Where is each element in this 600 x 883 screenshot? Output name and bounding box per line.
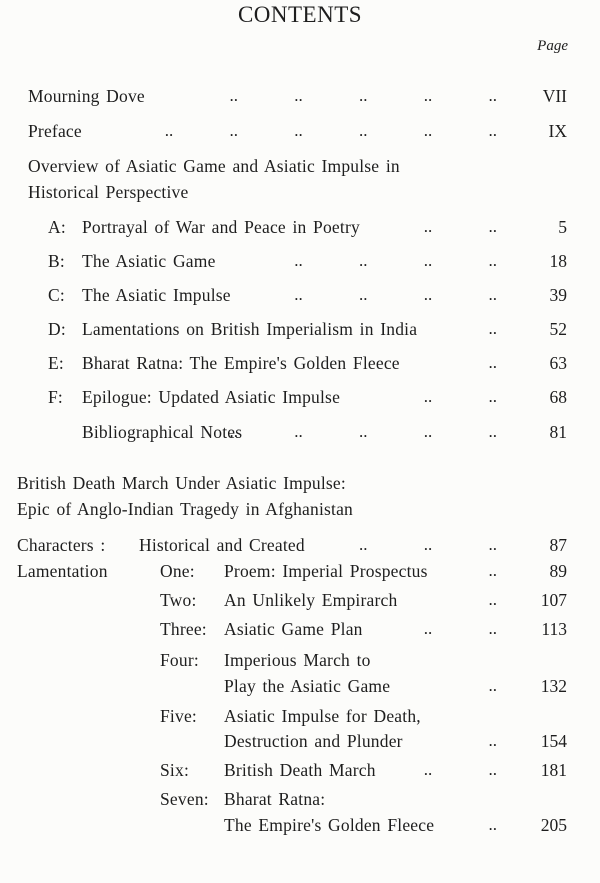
part-title: British Death March Under Asiatic Impulse:: [17, 473, 346, 493]
lamentation-title: Asiatic Impulse for Death,: [224, 706, 421, 726]
page-number: 81: [549, 422, 567, 442]
entry-title: Mourning Dove: [28, 86, 145, 106]
page-number: VII: [542, 86, 567, 106]
lamentation-title: Bharat Ratna:: [224, 789, 326, 809]
section-letter: B:: [48, 251, 65, 271]
section-title: Portrayal of War and Peace in Poetry: [82, 217, 360, 237]
section-title: The Asiatic Game: [82, 251, 216, 271]
lamentation-number: Three:: [160, 619, 207, 639]
lamentation-number: Seven:: [160, 789, 209, 809]
page-number: 132: [540, 676, 567, 696]
section-title: Lamentations on British Imperialism in India: [82, 319, 418, 339]
dot-leader: .. .. .. .. ..: [229, 86, 497, 105]
page-number: IX: [548, 121, 567, 141]
section-letter: F:: [48, 387, 63, 407]
page-number: 39: [549, 285, 567, 305]
lamentation-number: Six:: [160, 760, 190, 780]
lamentation-label: Lamentation: [17, 561, 108, 581]
page-number: 52: [549, 319, 567, 339]
page-number: 68: [549, 387, 567, 407]
page-number: 63: [549, 353, 567, 373]
part-title: Overview of Asiatic Game and Asiatic Impulse in: [28, 156, 400, 176]
dot-leader: ..: [488, 561, 497, 580]
lamentation-title: Play the Asiatic Game: [224, 676, 391, 696]
lamentation-number: One:: [160, 561, 195, 581]
lamentation-number: Four:: [160, 650, 199, 670]
dot-leader: .. .. ..: [359, 535, 497, 554]
section-title: Bharat Ratna: The Empire's Golden Fleece: [82, 353, 400, 373]
entry-title: Preface: [28, 121, 82, 141]
page-number: 18: [549, 251, 567, 271]
dot-leader: .. .. .. ..: [294, 251, 497, 270]
dot-leader: ..: [488, 353, 497, 372]
dot-leader: .. .. .. .. .. ..: [164, 121, 497, 140]
lamentation-number: Five:: [160, 706, 197, 726]
dot-leader: .. .. .. ..: [294, 285, 497, 304]
lamentation-title: The Empire's Golden Fleece: [224, 815, 435, 835]
dot-leader: ..: [488, 731, 497, 750]
dot-leader: .. ..: [423, 760, 497, 779]
section-letter: A:: [48, 217, 66, 237]
part-title: Historical Perspective: [28, 182, 189, 202]
dot-leader: .. ..: [423, 217, 497, 236]
dot-leader: ..: [488, 676, 497, 695]
contents-heading: CONTENTS: [237, 2, 363, 27]
dot-leader: ..: [488, 319, 497, 338]
section-title: Epilogue: Updated Asiatic Impulse: [82, 387, 341, 407]
section-letter: E:: [48, 353, 64, 373]
section-title: The Asiatic Impulse: [82, 285, 231, 305]
page-number: 5: [558, 217, 567, 237]
characters-title: Historical and Created: [139, 535, 305, 555]
dot-leader: .. .. .. .. ..: [229, 422, 497, 441]
page-number: 89: [549, 561, 567, 581]
dot-leader: .. ..: [423, 619, 497, 638]
dot-leader: ..: [488, 590, 497, 609]
section-letter: C:: [48, 285, 65, 305]
dot-leader: .. ..: [423, 387, 497, 406]
lamentation-number: Two:: [160, 590, 197, 610]
lamentation-title: Proem: Imperial Prospectus: [224, 561, 428, 581]
section-title: Bibliographical Notes: [82, 422, 243, 442]
page-number: 87: [549, 535, 567, 555]
part-title: Epic of Anglo-Indian Tragedy in Afghanistan: [17, 499, 353, 519]
lamentation-title: Imperious March to: [224, 650, 371, 670]
page-number: 107: [540, 590, 567, 610]
page-number: 113: [541, 619, 567, 639]
lamentation-title: Destruction and Plunder: [224, 731, 403, 751]
section-letter: D:: [48, 319, 66, 339]
lamentation-title: British Death March: [224, 760, 376, 780]
dot-leader: ..: [488, 815, 497, 834]
page-number: 154: [540, 731, 567, 751]
page-number: 181: [540, 760, 567, 780]
characters-label: Characters :: [17, 535, 106, 555]
page-number: 205: [540, 815, 567, 835]
lamentation-title: Asiatic Game Plan: [224, 619, 363, 639]
page-column-header: Page: [537, 38, 568, 54]
lamentation-title: An Unlikely Empirarch: [224, 590, 398, 610]
